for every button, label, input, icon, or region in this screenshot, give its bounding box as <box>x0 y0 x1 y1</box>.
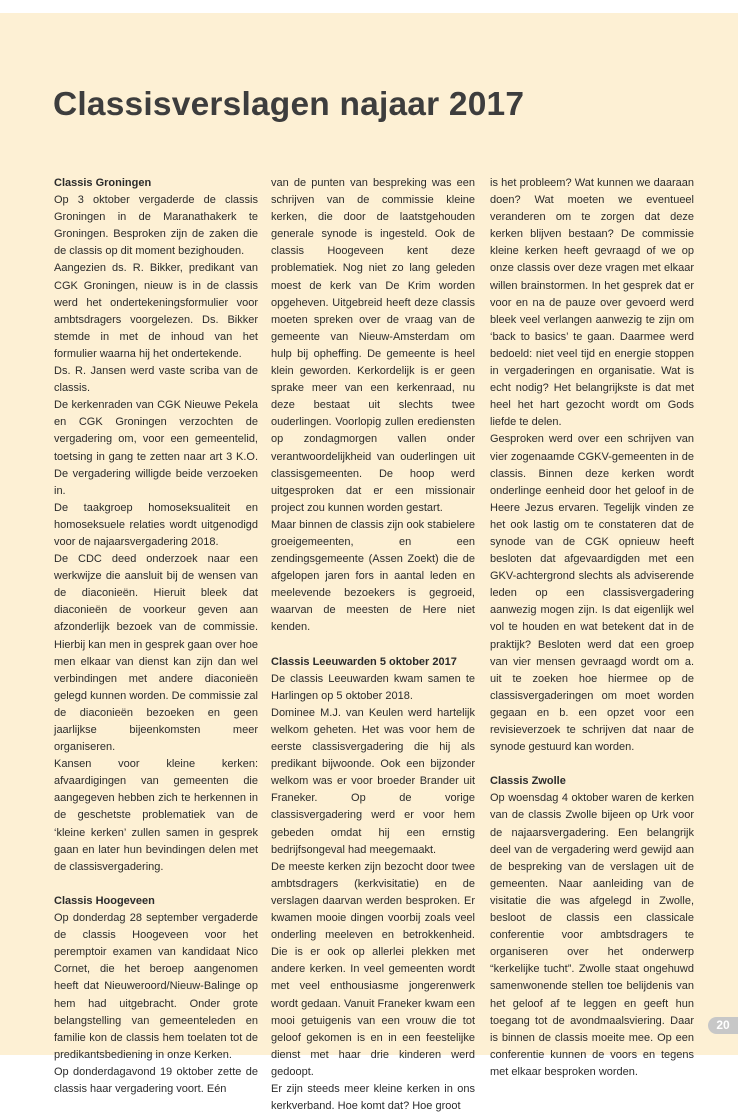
magazine-page <box>0 13 738 1113</box>
paragraph: Op donderdag 28 september vergaderde de classis Hoogeveen voor het peremptoir examen van kandidaat Nico Cornet, die het beroep aangenomen heeft dat Nieuweroord/Nieuw-Balinge op hem had uitgebracht. Onder grote belangstelling van gemeenteleden en familie kon de classis hem toelaten tot de predikantsbediening in onze Kerken. <box>54 912 258 1061</box>
paragraph: Op woensdag 4 oktober waren de kerken van de classis Zwolle bijeen op Urk voor de najaarsvergadering. Een belangrijk deel van de vergadering werd gewijd aan de bespreking van de verslagen uit de gemeenten. Naar aanleiding van de visitatie die was afgelegd in Zwolle, besloot de classis een classicale conferentie voor ambtsdragers te organiseren over het onderwerp “kerkelijke tucht”. Zwolle staat ongehuwd samenwonende stellen toe belijdenis van het geloof af te leggen en geeft hun toegang tot de avondmaalsviering. Daar is binnen de classis moeite mee. Op een conferentie kunnen de voors en tegens met elkaar besproken worden. <box>490 792 694 1078</box>
paragraph: van de punten van bespreking was een schrijven van de commissie kleine kerken, die door de laatstgehouden generale synode is ingesteld. Ook de classis Hoogeveen kent deze problematiek. Nog niet zo lang geleden moest de kerk van De Krim worden opgeheven. Uitgebreid heeft deze classis moeten spreken over de vraag van de gemeente van Nieuw-Amsterdam om hulp bij opheffing. De gemeente is heel klein geworden. Kerkordelijk is er geen sprake meer van een kerkenraad, nu deze bestaat uit slechts twee ouderlingen. Voorlopig zullen erediensten op zondagmorgen vallen onder verantwoordelijkheid van ouderlingen uit classisgemeenten. De hoop werd uitgesproken dat er een missionair project zou kunnen worden gestart. <box>271 177 475 514</box>
paragraph: is het probleem? Wat kunnen we daaraan doen? Wat moeten we eventueel veranderen om te zorgen dat deze kerken blijven bestaan? De commissie kleine kerken heeft gevraagd of we op onze classis over deze vragen met elkaar willen brainstormen. In het gesprek dat er voor en na de pauze over gevoerd werd bleek veel verlangen aanwezig te zijn om ‘back to basics’ te gaan. Daarmee werd bedoeld: niet veel tijd en energie stoppen in vergaderingen en organisatie. Wat is echt nodig? Het belangrijkste is dat met heel het hart gezocht wordt om Gods liefde te delen. <box>490 177 694 429</box>
paragraph: Ds. R. Jansen werd vaste scriba van de classis. <box>54 365 258 395</box>
paragraph: De classis Leeuwarden kwam samen te Harlingen op 5 oktober 2018. <box>271 672 475 702</box>
paragraph: Op 3 oktober vergaderde de classis Groningen in de Maranathakerk te Groningen. Besproken zijn de zaken die de classis op dit moment bezighouden. <box>54 194 258 258</box>
article-title: Classisverslagen najaar 2017 <box>53 86 525 123</box>
section-heading: Classis Zwolle <box>490 775 566 788</box>
text-column-3 <box>490 175 694 1081</box>
paragraph: De taakgroep homoseksualiteit en homoseksuele relaties wordt uitgenodigd voor de najaarsvergadering 2018. <box>54 501 258 548</box>
paragraph: Gesproken werd over een schrijven van vier zogenaamde CGKV-gemeenten in de classis. Binnen deze kerken wordt onderlinge eenheid door het geloof in de Heere Jezus ervaren. Tegelijk vinden ze het ook lastig om te constateren dat de synode van de CGK opnieuw heeft besloten dat afgevaardigden met een GKV-achtergrond slechts als adviserende leden op een classisvergadering aanwezig mogen zijn. Is dat eigenlijk wel vol te houden en wat betekent dat in de praktijk? Besloten werd dat een groep van vier mensen gevraagd wordt om a. uit te zoeken hoe hiermee op de classisvergaderingen om moet worden gegaan en b. een opzet voor een revisieverzoek te schrijven dat naar de synode gestuurd kan worden. <box>490 433 694 754</box>
paragraph: De meeste kerken zijn bezocht door twee ambtsdragers (kerkvisitatie) en de verslagen daarvan werden besproken. Er kwamen mooie dingen voorbij zoals veel onderling meeleven en betrokkenheid. Die is er ook op allerlei plekken met andere kerken. In veel gemeenten wordt met veel enthousiasme jongerenwerk wordt gedaan. Vanuit Franeker kwam een mooi getuigenis van een vrouw die tot geloof gekomen is en in een feestelijke dienst met haar drie kinderen werd gedoopt. <box>271 860 475 1078</box>
paragraph: Maar binnen de classis zijn ook stabielere groeigemeenten, en een zendingsgemeente (Assen Zoekt) die de afgelopen jaren fors in aantal leden en meelevende bezoekers is gegroeid, waarvan de meesten de Here niet kenden. <box>271 518 475 634</box>
section-spacer <box>54 876 258 893</box>
paragraph: Dominee M.J. van Keulen werd hartelijk welkom geheten. Het was voor hem de eerste classisvergadering die hij als predikant bijwoonde. Ook een bijzonder welkom was er voor broeder Brander uit Franeker. Op de vorige classisvergadering werd er voor hem gebeden omdat hij een ernstig bedrijfsongeval had meegemaakt. <box>271 706 475 856</box>
text-column-2 <box>271 175 475 1115</box>
section-spacer <box>271 637 475 654</box>
section-heading: Classis Hoogeveen <box>54 894 155 907</box>
page-number-badge: 20 <box>708 1017 738 1034</box>
section-heading: Classis Groningen <box>54 177 152 189</box>
paragraph: Kansen voor kleine kerken: afvaardigingen van gemeenten die aangegeven hebben zich te herkennen in de geschetste problematiek van de ‘kleine kerken’ zullen samen in gesprek gaan en later hun bevindingen delen met de classisvergadering. <box>54 758 258 873</box>
paragraph: De CDC deed onderzoek naar een werkwijze die aansluit bij de wensen van de diaconieën. Hieruit bleek dat diaconieën de voorkeur geven aan afzonderlijk bezoek van de commissie. Hierbij kan men in gesprek gaan over hoe men elkaar van dienst kan zijn dan wel verbindingen met andere diaconieën gelegd kunnen worden. De commissie zal de diaconieën bezoeken en geen jaarlijkse bijeenkomsten meer organiseren. <box>54 553 258 754</box>
paragraph: Op donderdagavond 19 oktober zette de classis haar vergadering voort. Eén <box>54 1065 258 1095</box>
section-spacer <box>490 756 694 773</box>
paragraph: De kerkenraden van CGK Nieuwe Pekela en CGK Groningen verzochten de vergadering om, voor een gemeentelid, toetsing in gang te zetten naar art 3 K.O. De vergadering willigde beide verzoeken in. <box>54 399 258 497</box>
section-heading: Classis Leeuwarden 5 oktober 2017 <box>271 655 457 668</box>
text-column-1 <box>54 175 258 1098</box>
paragraph: Er zijn steeds meer kleine kerken in ons kerkverband. Hoe komt dat? Hoe groot <box>271 1082 475 1113</box>
paragraph: Aangezien ds. R. Bikker, predikant van CGK Groningen, nieuw is in de classis werd het ondertekeningsformulier voor ambtsdragers voorgelezen. Ds. Bikker stemde in met de inhoud van het formulier waarna hij het ondertekende. <box>54 262 258 360</box>
